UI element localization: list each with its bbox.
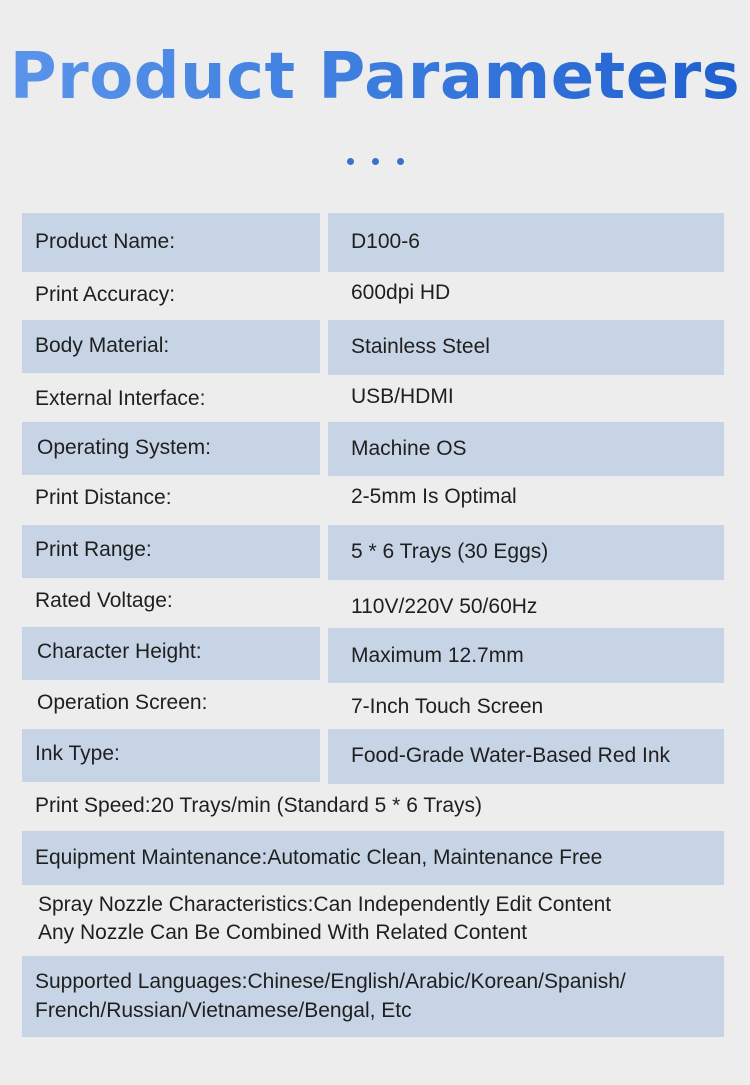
param-value-rated-voltage: 110V/220V 50/60Hz xyxy=(351,594,538,618)
decorative-dots xyxy=(0,158,750,165)
param-value-operating-system: Machine OS xyxy=(328,422,724,476)
param-label-ink-type: Ink Type: xyxy=(22,729,320,782)
param-label-body-material: Body Material: xyxy=(22,320,320,373)
param-spray-nozzle xyxy=(22,888,724,950)
param-label-rated-voltage: Rated Voltage: xyxy=(35,588,173,612)
param-equipment-maintenance xyxy=(22,831,724,885)
param-value-print-range: 5 * 6 Trays (30 Eggs) xyxy=(328,525,724,580)
param-value-external-interface: USB/HDMI xyxy=(351,384,454,408)
param-value-body-material: Stainless Steel xyxy=(328,320,724,375)
param-value-product-name: D100-6 xyxy=(328,213,724,272)
param-supported-languages-line-2: French/Russian/Vietnamese/Bengal, Etc xyxy=(35,998,412,1022)
param-print-speed xyxy=(22,785,724,827)
param-value-operation-screen: 7-Inch Touch Screen xyxy=(351,694,544,718)
dot-icon xyxy=(347,158,354,165)
dot-icon xyxy=(397,158,404,165)
param-value-character-height: Maximum 12.7mm xyxy=(328,628,724,683)
page-title: Product Parameters xyxy=(0,40,750,114)
param-spray-nozzle-line-1: Spray Nozzle Characteristics:Can Independently Edit Content xyxy=(38,892,612,916)
param-label-print-distance: Print Distance: xyxy=(35,485,172,509)
param-value-ink-type: Food-Grade Water-Based Red Ink xyxy=(328,729,724,784)
param-value-print-distance: 2-5mm Is Optimal xyxy=(351,484,517,508)
param-print-speed-text: Print Speed:20 Trays/min (Standard 5 * 6 Trays) xyxy=(35,793,483,817)
param-label-print-accuracy: Print Accuracy: xyxy=(35,282,176,306)
param-equipment-maintenance-text: Equipment Maintenance:Automatic Clean, Maintenance Free xyxy=(35,845,603,869)
param-supported-languages xyxy=(22,956,724,1037)
param-label-operation-screen: Operation Screen: xyxy=(37,690,208,714)
param-value-print-accuracy: 600dpi HD xyxy=(351,280,451,304)
param-label-operating-system: Operating System: xyxy=(22,422,320,475)
param-label-external-interface: External Interface: xyxy=(35,386,206,410)
param-supported-languages-line-1: Supported Languages:Chinese/English/Arabic/Korean/Spanish/ xyxy=(35,970,626,994)
dot-icon xyxy=(372,158,379,165)
param-label-product-name: Product Name: xyxy=(22,213,320,272)
param-spray-nozzle-line-2: Any Nozzle Can Be Combined With Related Content xyxy=(38,921,528,944)
param-label-print-range: Print Range: xyxy=(22,525,320,578)
param-label-character-height: Character Height: xyxy=(22,627,320,680)
